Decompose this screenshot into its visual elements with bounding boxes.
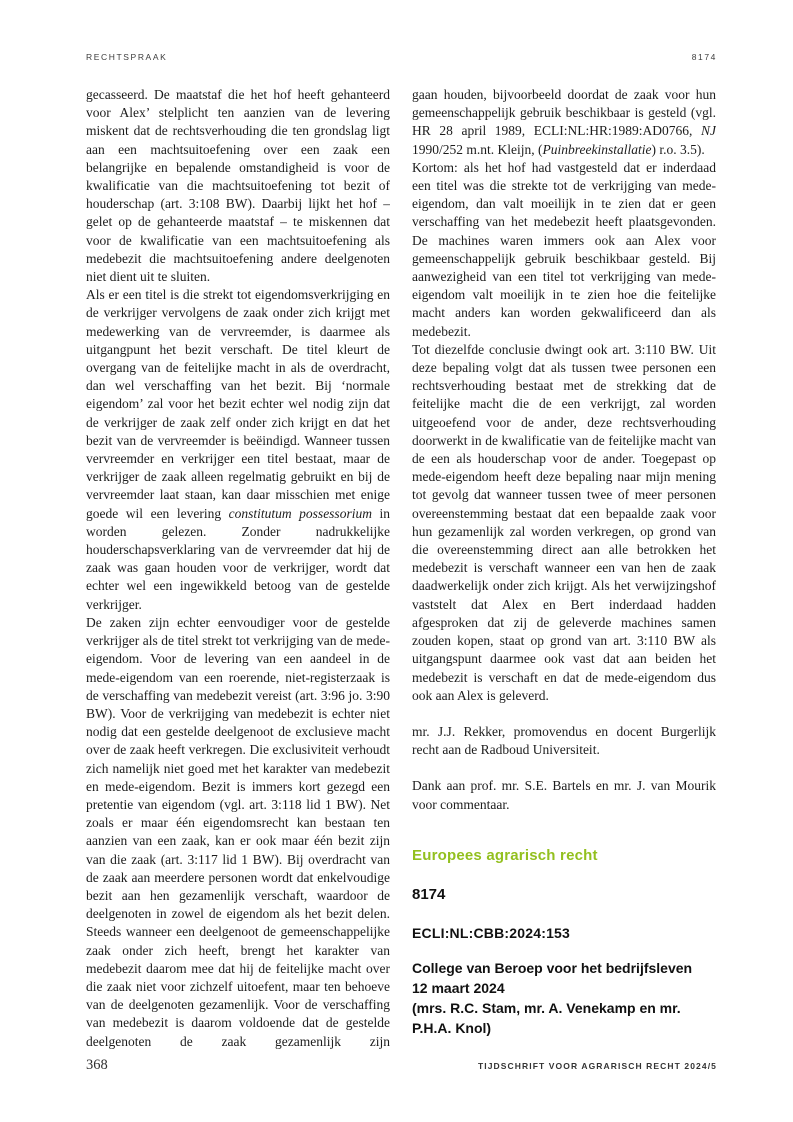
court-line: 12 maart 2024	[412, 979, 505, 996]
header-case-ref: 8174	[691, 52, 717, 62]
text-run: 1990/252 m.nt. Kleijn, (	[412, 141, 543, 157]
article-body	[86, 86, 717, 1062]
column-right-text	[412, 86, 716, 814]
text-run: Dank aan prof. mr. S.E. Bartels en mr. J. van Mourik voor commentaar.	[412, 778, 716, 812]
journal-name: TIJDSCHRIFT VOOR AGRARISCH RECHT 2024/5	[477, 1061, 717, 1071]
court-info	[412, 958, 716, 1038]
court-line: (mrs. R.C. Stam, mr. A. Venekamp en mr. P.H.A. Knol)	[412, 999, 681, 1036]
court-line: College van Beroep voor het bedrijfsleven	[412, 959, 693, 976]
italic-text-run: NJ	[701, 123, 716, 139]
paragraph	[412, 159, 716, 341]
text-run: gaan houden, bijvoorbeeld doordat de zaak voor hun gemeenschappelijk gebruik beschikbaar is gesteld (vgl. HR 28 april 1989, ECLI:NL:HR:1989:AD0766,	[412, 87, 716, 139]
paragraph	[412, 723, 716, 759]
page-footer	[86, 1057, 717, 1074]
paragraph	[86, 286, 390, 614]
text-run: De zaken zijn echter eenvoudiger voor de gestelde verkrijger als de titel strekt tot verkrijging van de mede-eigendom. Voor de levering van een aandeel in de mede-eigendom van een roerende, niet-registerzaak is de verschaffing van medebezit vereist (art. 3:96 jo. 3:90 BW). Voor de verkrijging van medebezit is echter niet nodig dat een gestelde deelgenoot de exclusieve macht over de zaak heeft verkregen. Die exclusiviteit verhoudt zich namelijk niet goed met het karakter van medebezit en mede-eigendom. Bezit is immers kort gezegd een pretentie van eigendom (vgl. art. 3:118 lid 1 BW). Net zoals er maar één eigendomsrecht kan bestaan ten aanzien van een zaak, kan er ook maar één bezit zijn van die zaak (art. 3:117 lid 1 BW). Bij overdracht van de zaak aan meerdere personen wordt dat enkelvoudige bezit aan hen gezamenlijk verschaft, waardoor de deelgenoten in zowel de eigendom als het bezit delen. Steeds wanneer een deelgenoot de gemeenschappelijke zaak onder zich heeft, brengt het karakter van medebezit daarom mee dat hij de feitelijke macht over die zaak niet voor zichzelf uitoefent, maar ten behoeve van de deelgenoten gezamenlijk. Voor de verschaffing van medebezit is daarom voldoende dat de gestelde deelgenoten de zaak gezamenlijk zijn	[86, 614, 390, 1049]
case-number: 8174	[412, 885, 446, 903]
column-right	[412, 86, 716, 1062]
paragraph	[86, 86, 390, 286]
italic-text-run: constitutum possessorium	[228, 505, 372, 521]
text-run: ) r.o. 3.5).	[651, 141, 705, 157]
case-section	[412, 847, 716, 1038]
paragraph	[412, 86, 716, 159]
text-run: mr. J.J. Rekker, promovendus en docent Burgerlijk recht aan de Radboud Universiteit.	[412, 723, 716, 758]
paragraph	[412, 777, 716, 813]
ecli-number: ECLI:NL:CBB:2024:153	[412, 924, 571, 941]
section-label: RECHTSPRAAK	[86, 52, 168, 62]
paragraph	[412, 341, 716, 705]
text-run: in worden gelezen. Zonder nadrukkelijke houderschapsverklaring van de vervreemder dat hij de zaak was gaan houden voor de verkrijger, wordt dat echter wel een ingewikkeld betoog van de gestelde verkrijger.	[86, 505, 390, 612]
italic-text-run: Puinbreekinstallatie	[542, 141, 652, 157]
text-run: Tot diezelfde conclusie dwingt ook art. 3:110 BW. Uit deze bepaling volgt dat als tussen twee personen een rechtsverhouding bestaat met de strekking dat de feitelijke macht die de een verkrijgt, zal worden uitgeoefend voor de ander, deze rechtsverhouding doorwerkt in de kwalificatie van de feitelijke macht van de een als houderschap voor de ander. Toegepast op mede-eigendom heeft deze bepaling naar mijn mening tot gevolg dat wanneer tussen twee of meer personen overeenstemming bestaat dat een bepaalde zaak voor hun gezamenlijk zal worden verkregen, op grond van die overeenstemming direct aan alle betrokken het medebezit is verschaft wanneer een van hen de zaak daadwerkelijk onder zich krijgt. Als het verwijzingshof vaststelt dat Alex en Bert inderdaad hadden afgesproken dat zij de geleverde machines samen zouden kopen, staat op grond van art. 3:110 BW als uitgangspunt daarmee ook vast dat aan beiden het medebezit is verschaft en dat de mede-eigendom dus ook aan Alex is geleverd.	[412, 341, 716, 703]
text-run: gecasseerd. De maatstaf die het hof heeft gehanteerd voor Alex’ stelplicht ten aanzien van de levering miskent dat de rechtsverhouding die ten grondslag ligt aan een machtsuitoefening over een zaak een belangrijke en bepalende omstandigheid is voor de kwalificatie van die machtsuitoefening tot bezit of houderschap (art. 3:108 BW). Daarbij lijkt het hof – gelet op de gehanteerde maatstaf – te miskennen dat voor de kwalificatie van een machtsuitoefening als medebezit die machtsuitoefening andere deelgenoten niet dient uit te sluiten.	[86, 87, 390, 285]
page-header	[86, 52, 717, 62]
column-left	[86, 86, 390, 1062]
page-number: 368	[86, 1057, 108, 1073]
text-run: Kortom: als het hof had vastgesteld dat er inderdaad een titel was die strekte tot de verkrijging van mede-eigendom, dan valt moeilijk in te zien dat er geen verschaffing van het medebezit heeft plaatsgevonden. De machines waren immers ook aan Alex voor gemeenschappelijk gebruik beschikbaar gesteld. Bij aanwezigheid van een titel tot verkrijging van mede-eigendom valt moeilijk in te zien hoe die feitelijke macht anders kan worden gekwalificeerd dan als medebezit.	[412, 159, 716, 339]
paragraph	[86, 614, 390, 1051]
section-heading: Europees agrarisch recht	[412, 846, 598, 864]
text-run: Als er een titel is die strekt tot eigendomsverkrijging en de verkrijger vervolgens de zaak onder zich krijgt met medewerking van de vervreemder, is daarmee als uitgangpunt het bezit verschaft. De titel kleurt de overgang van de feitelijke macht in als de overdracht, dan wel verschaffing van het bezit. Bij ‘normale eigendom’ zal voor het bezit echter wel nodig zijn dat de verkrijger de zaak zelf onder zich krijgt en dat het bezit van de vervreemder is beëindigd. Wanneer tussen vervreemder en verkrijger een titel bestaat, maar de verkrijger de zaak alleen regelmatig gebruikt en bij de vervreemder laat staan, kan daar misschien met enige goede wil een levering	[86, 287, 390, 521]
